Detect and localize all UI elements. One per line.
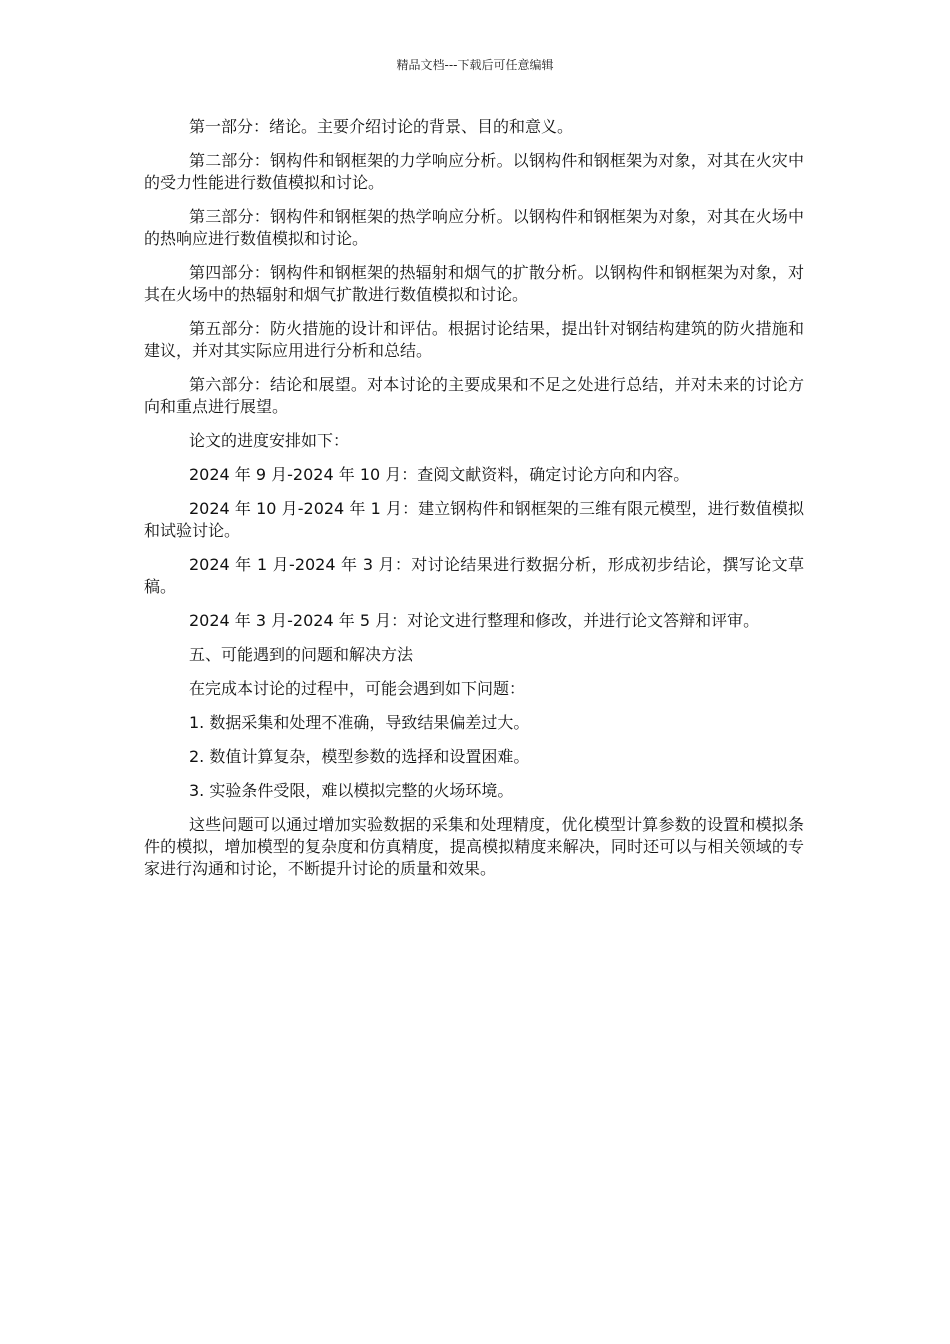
list-item-problem-1: 1. 数据采集和处理不准确，导致结果偏差过大。 [189,713,530,732]
paragraph-part-3: 第三部分：钢构件和钢框架的热学响应分析。以钢构件和钢框架为对象，对其在火场中的热响应进行数值模拟和讨论。 [144,207,804,248]
paragraph-schedule-1: 2024 年 9 月-2024 年 10 月：查阅文献资料，确定讨论方向和内容。 [189,465,690,484]
paragraph-schedule-intro: 论文的进度安排如下： [189,431,350,450]
paragraph-schedule-3: 2024 年 1 月-2024 年 3 月：对讨论结果进行数据分析，形成初步结论，撰写论文草稿。 [144,555,804,596]
paragraph-schedule-4: 2024 年 3 月-2024 年 5 月：对论文进行整理和修改，并进行论文答辩和评审。 [189,611,760,630]
paragraph-part-1: 第一部分：绪论。主要介绍讨论的背景、目的和意义。 [189,117,574,136]
section-heading-problems: 五、可能遇到的问题和解决方法 [189,645,414,664]
paragraph-problems-intro: 在完成本讨论的过程中，可能会遇到如下问题： [189,679,526,698]
list-item-problem-3: 3. 实验条件受限，难以模拟完整的火场环境。 [189,781,514,800]
document-body [144,116,804,892]
paragraph-part-2: 第二部分：钢构件和钢框架的力学响应分析。以钢构件和钢框架为对象，对其在火灾中的受力性能进行数值模拟和讨论。 [144,151,804,192]
list-item-problem-2: 2. 数值计算复杂，模型参数的选择和设置困难。 [189,747,530,766]
paragraph-schedule-2: 2024 年 10 月-2024 年 1 月：建立钢构件和钢框架的三维有限元模型，进行数值模拟和试验讨论。 [144,499,804,540]
paragraph-part-6: 第六部分：结论和展望。对本讨论的主要成果和不足之处进行总结，并对未来的讨论方向和重点进行展望。 [144,375,804,416]
paragraph-solutions: 这些问题可以通过增加实验数据的采集和处理精度，优化模型计算参数的设置和模拟条件的模拟，增加模型的复杂度和仿真精度，提高模拟精度来解决，同时还可以与相关领域的专家进行沟通和讨论，不断提升讨论的质量和效果。 [144,815,804,878]
paragraph-part-5: 第五部分：防火措施的设计和评估。根据讨论结果，提出针对钢结构建筑的防火措施和建议，并对其实际应用进行分析和总结。 [144,319,804,360]
paragraph-part-4: 第四部分：钢构件和钢框架的热辐射和烟气的扩散分析。以钢构件和钢框架为对象，对其在火场中的热辐射和烟气扩散进行数值模拟和讨论。 [144,263,804,304]
page-header: 精品文档---下载后可任意编辑 [396,58,554,72]
